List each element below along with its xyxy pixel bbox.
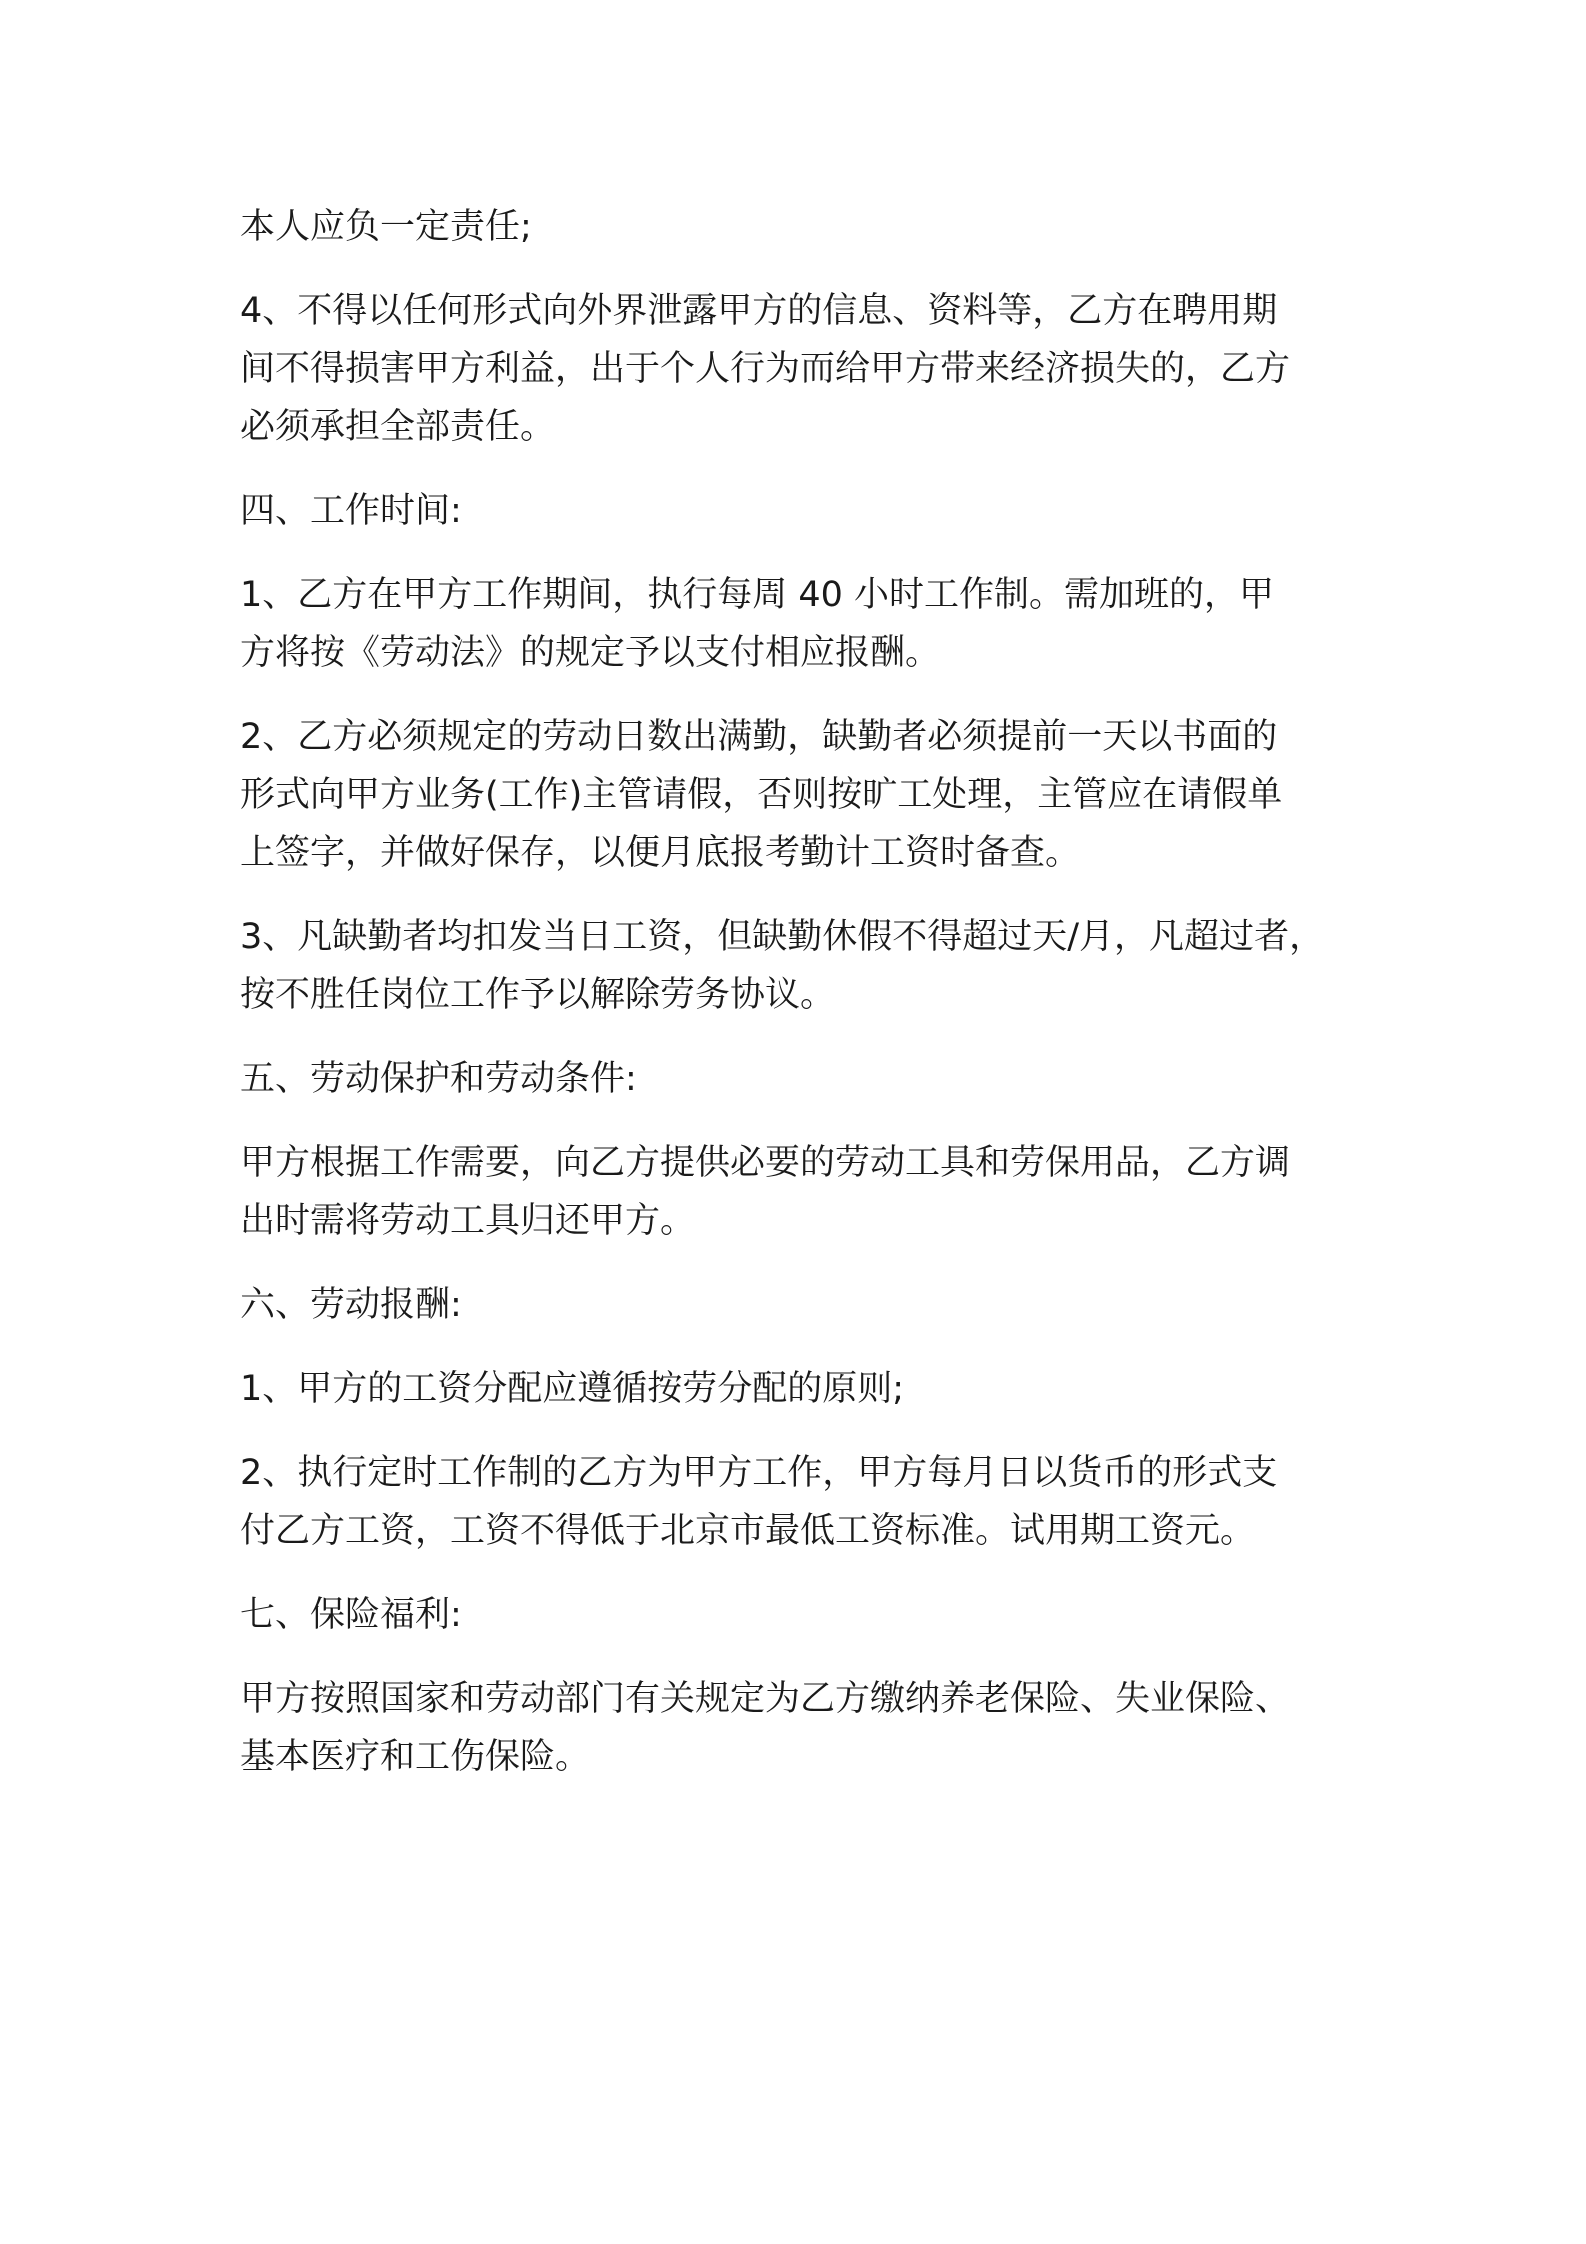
text-line: 甲方根据工作需要，向乙方提供必要的劳动工具和劳保用品，乙方调 <box>240 1143 1291 1183</box>
document-body <box>240 198 1350 1812</box>
section-heading-work-time <box>240 482 1350 540</box>
text-line: 2、乙方必须规定的劳动日数出满勤，缺勤者必须提前一天以书面的 <box>240 717 1278 757</box>
text-line: 出时需将劳动工具归还甲方。 <box>240 1201 696 1241</box>
text-line: 4、不得以任何形式向外界泄露甲方的信息、资料等，乙方在聘用期 <box>240 291 1278 331</box>
section-heading-remuneration <box>240 1276 1350 1334</box>
text-line: 付乙方工资，工资不得低于北京市最低工资标准。试用期工资元。 <box>240 1511 1256 1551</box>
paragraph-10 <box>240 1360 1350 1418</box>
text-line: 1、乙方在甲方工作期间，执行每周 40 小时工作制。需加班的，甲 <box>240 575 1275 615</box>
heading-text: 六、劳动报酬: <box>240 1285 462 1325</box>
paragraph-1 <box>240 198 1350 256</box>
text-line: 必须承担全部责任。 <box>240 407 556 447</box>
paragraph-4 <box>240 566 1350 682</box>
paragraph-11 <box>240 1444 1350 1560</box>
text-line: 按不胜任岗位工作予以解除劳务协议。 <box>240 975 836 1015</box>
paragraph-6 <box>240 908 1350 1024</box>
text-line: 间不得损害甲方利益，出于个人行为而给甲方带来经济损失的，乙方 <box>240 349 1291 389</box>
paragraph-5 <box>240 708 1350 882</box>
section-heading-insurance <box>240 1586 1350 1644</box>
text-line: 3、凡缺勤者均扣发当日工资，但缺勤休假不得超过天/月，凡超过者， <box>240 917 1325 957</box>
heading-text: 七、保险福利: <box>240 1595 462 1635</box>
text-line: 1、甲方的工资分配应遵循按劳分配的原则; <box>240 1369 905 1409</box>
text-line: 形式向甲方业务(工作)主管请假，否则按旷工处理，主管应在请假单 <box>240 775 1283 815</box>
text-line: 本人应负一定责任; <box>240 207 532 247</box>
paragraph-2 <box>240 282 1350 456</box>
text-line: 基本医疗和工伤保险。 <box>240 1737 591 1777</box>
heading-text: 五、劳动保护和劳动条件: <box>240 1059 637 1099</box>
heading-text: 四、工作时间: <box>240 491 462 531</box>
paragraph-13 <box>240 1670 1350 1786</box>
text-line: 2、执行定时工作制的乙方为甲方工作，甲方每月日以货币的形式支 <box>240 1453 1278 1493</box>
section-heading-labor-protection <box>240 1050 1350 1108</box>
text-line: 上签字，并做好保存，以便月底报考勤计工资时备查。 <box>240 833 1081 873</box>
paragraph-8 <box>240 1134 1350 1250</box>
text-line: 甲方按照国家和劳动部门有关规定为乙方缴纳养老保险、失业保险、 <box>240 1679 1291 1719</box>
text-line: 方将按《劳动法》的规定予以支付相应报酬。 <box>240 633 941 673</box>
